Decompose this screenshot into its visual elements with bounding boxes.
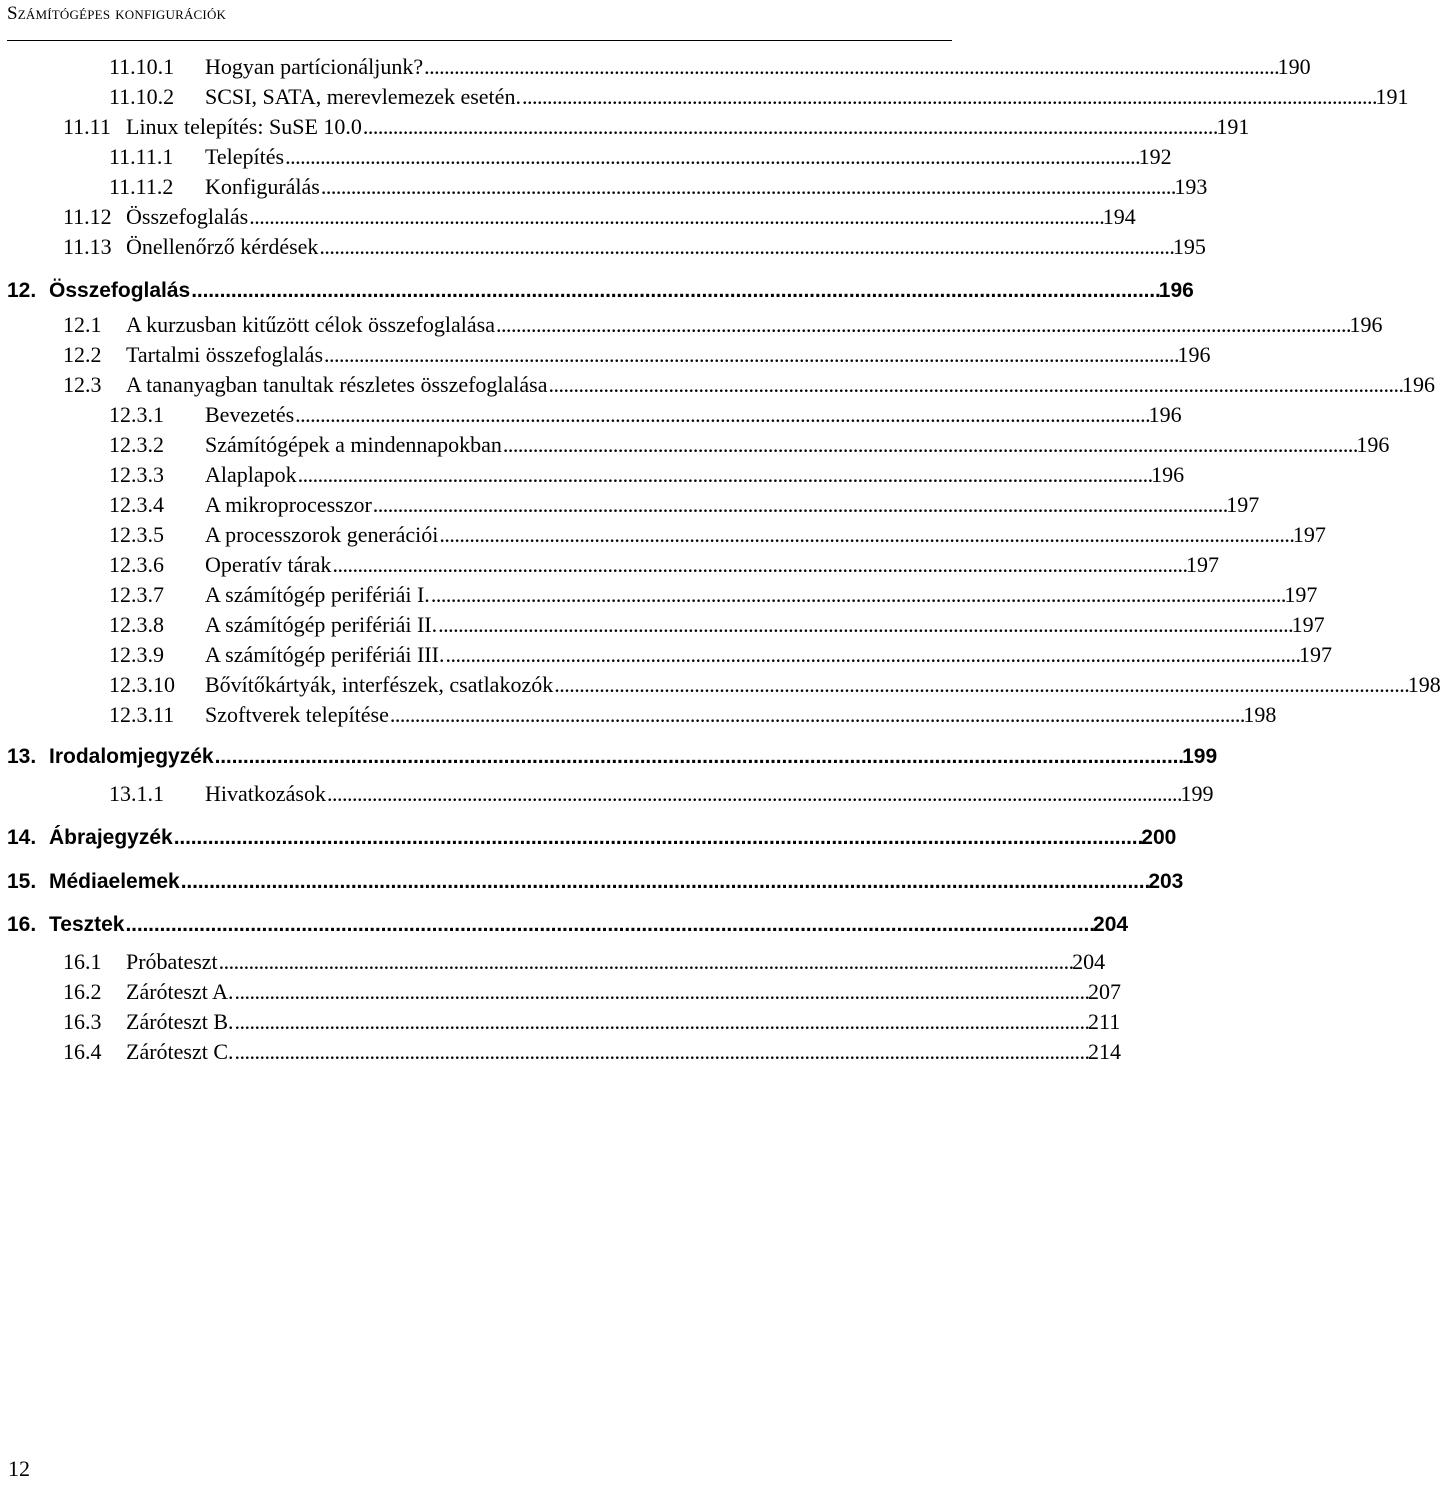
toc-chapter[interactable] <box>0 742 1218 772</box>
toc-entry[interactable] <box>0 142 1172 172</box>
toc-entry[interactable] <box>0 172 1208 202</box>
toc-entry-page: 196 <box>1356 432 1390 457</box>
toc-chapter-title: Médiaelemek <box>49 870 180 893</box>
toc-chapter-number: 15. <box>7 870 37 893</box>
toc-entry-title: Telepítés <box>205 144 285 169</box>
toc-entry-page: 196 <box>1151 462 1185 487</box>
toc-entry-page: 196 <box>1349 312 1383 337</box>
toc-entry-title: Konfigurálás <box>205 174 320 199</box>
toc-leader-dots <box>554 670 1407 700</box>
toc-entry-title: A kurzusban kitűzött célok összefoglalása <box>126 312 496 337</box>
toc-chapter-title: Összefoglalás <box>49 279 191 302</box>
toc-entry-page: 191 <box>1216 114 1250 139</box>
toc-entry-title: Hogyan partícionáljunk? <box>205 54 424 79</box>
toc-entry-number: 12.3.8 <box>109 612 164 637</box>
toc-entry-number: 12.3.9 <box>109 642 164 667</box>
toc-entry[interactable] <box>0 550 1219 580</box>
toc-chapter[interactable] <box>0 276 1194 306</box>
toc-entry-page: 190 <box>1277 54 1311 79</box>
toc-entry-number: 12.3.4 <box>109 492 164 517</box>
toc-entry[interactable] <box>0 430 1390 460</box>
toc-chapter[interactable] <box>0 823 1177 853</box>
toc-entry-number: 12.3.2 <box>109 432 164 457</box>
toc-chapter-title: Ábrajegyzék <box>49 826 173 849</box>
toc-leader-dots <box>125 910 1092 940</box>
toc-leader-dots <box>321 172 1174 202</box>
toc-entry-title: Bevezetés <box>205 402 295 427</box>
toc-entry-number: 12.3.11 <box>109 702 175 727</box>
toc-entry-title: Záróteszt C. <box>126 1039 234 1064</box>
toc-leader-dots <box>174 823 1141 853</box>
toc-entry-page: 197 <box>1226 492 1260 517</box>
toc-entry-page: 199 <box>1180 781 1214 806</box>
toc-entry[interactable] <box>0 202 1136 232</box>
toc-leader-dots <box>219 947 1072 977</box>
toc-entry-title: Számítógépek a mindennapokban <box>205 432 502 457</box>
toc-entry[interactable] <box>0 232 1206 262</box>
toc-leader-dots <box>390 700 1243 730</box>
toc-chapter-number: 12. <box>7 279 37 302</box>
toc-leader-dots <box>424 52 1277 82</box>
toc-entry-title: Linux telepítés: SuSE 10.0 <box>126 114 362 139</box>
toc-entry[interactable] <box>0 947 1106 977</box>
toc-entry-number: 16.1 <box>63 949 102 974</box>
toc-leader-dots <box>503 430 1356 460</box>
toc-entry-page: 196 <box>1148 402 1182 427</box>
toc-entry-number: 12.3.7 <box>109 582 164 607</box>
toc-chapter-page: 204 <box>1093 913 1129 936</box>
toc-entry-page: 211 <box>1088 1009 1121 1034</box>
toc-entry-title: Összefoglalás <box>126 204 249 229</box>
toc-chapter-page: 200 <box>1141 826 1177 849</box>
toc-chapter[interactable] <box>0 867 1184 897</box>
toc-entry-page: 196 <box>1402 372 1436 397</box>
toc-entry-page: 197 <box>1284 582 1318 607</box>
toc-entry[interactable] <box>0 670 1441 700</box>
toc-leader-dots <box>295 400 1148 430</box>
header-title: Számítógépes konfigurációk <box>7 3 227 24</box>
toc-entry-number: 12.3.1 <box>109 402 164 427</box>
toc-entry-page: 191 <box>1375 84 1409 109</box>
toc-entry-title: Záróteszt B. <box>126 1009 234 1034</box>
toc-entry-page: 196 <box>1177 342 1211 367</box>
toc-chapter-page: 199 <box>1182 745 1218 768</box>
toc-entry[interactable] <box>0 112 1250 142</box>
toc-entry-page: 197 <box>1298 642 1332 667</box>
toc-entry-number: 16.4 <box>63 1039 102 1064</box>
toc-entry-title: Önellenőrző kérdések <box>126 234 319 259</box>
toc-entry-number: 11.10.2 <box>109 84 175 109</box>
toc-leader-dots <box>298 460 1151 490</box>
toc-leader-dots <box>327 779 1180 809</box>
toc-entry[interactable] <box>0 977 1122 1007</box>
toc-entry[interactable] <box>0 700 1277 730</box>
toc-entry-title: A mikroprocesszor <box>205 492 372 517</box>
toc-entry-number: 13.1.1 <box>109 781 164 806</box>
toc-entry-title: Alaplapok <box>205 462 297 487</box>
toc-entry[interactable] <box>0 610 1325 640</box>
toc-entry[interactable] <box>0 310 1383 340</box>
toc-leader-dots <box>332 550 1185 580</box>
toc-leader-dots <box>324 340 1177 370</box>
toc-entry-page: 207 <box>1088 979 1122 1004</box>
toc-leader-dots <box>235 1007 1088 1037</box>
toc-leader-dots <box>181 867 1148 897</box>
toc-entry[interactable] <box>0 82 1409 112</box>
toc-entry-title: Operatív tárak <box>205 552 332 577</box>
toc-chapter-number: 13. <box>7 745 37 768</box>
toc-entry-number: 11.12 <box>63 204 112 229</box>
toc-entry-page: 192 <box>1138 144 1172 169</box>
toc-entry-title: Záróteszt A. <box>126 979 234 1004</box>
toc-entry-page: 198 <box>1243 702 1277 727</box>
toc-leader-dots <box>363 112 1216 142</box>
toc-chapter-page: 196 <box>1158 279 1194 302</box>
toc-entry-page: 204 <box>1072 949 1106 974</box>
toc-chapter-title: Irodalomjegyzék <box>49 745 214 768</box>
toc-entry-page: 197 <box>1185 552 1219 577</box>
toc-entry-number: 16.2 <box>63 979 102 1004</box>
toc-entry-page: 195 <box>1172 234 1206 259</box>
toc-leader-dots <box>438 610 1291 640</box>
toc-leader-dots <box>522 82 1375 112</box>
toc-entry-page: 193 <box>1174 174 1208 199</box>
toc-entry-number: 11.13 <box>63 234 112 259</box>
toc-entry[interactable] <box>0 779 1214 809</box>
toc-chapter-title: Tesztek <box>49 913 125 936</box>
toc-entry[interactable] <box>0 460 1185 490</box>
toc-entry[interactable] <box>0 370 1436 400</box>
toc-entry-number: 11.11.1 <box>109 144 174 169</box>
toc-entry-number: 12.2 <box>63 342 102 367</box>
toc-leader-dots <box>549 370 1402 400</box>
toc-entry[interactable] <box>0 490 1260 520</box>
toc-entry-title: Hivatkozások <box>205 781 326 806</box>
toc-entry-page: 197 <box>1291 612 1325 637</box>
toc-entry-title: Bővítőkártyák, interfészek, csatlakozók <box>205 672 554 697</box>
toc-entry-page: 197 <box>1292 522 1326 547</box>
toc-entry-number: 12.3.3 <box>109 462 164 487</box>
toc-entry-title: A számítógép perifériái III. <box>205 642 445 667</box>
toc-leader-dots <box>445 640 1298 670</box>
toc-leader-dots <box>215 742 1182 772</box>
toc-entry[interactable] <box>0 52 1311 82</box>
toc-entry-title: A számítógép perifériái II. <box>205 612 438 637</box>
toc-entry-number: 12.3.5 <box>109 522 164 547</box>
toc-leader-dots <box>191 276 1158 306</box>
toc-entry[interactable] <box>0 340 1211 370</box>
toc-entry-number: 16.3 <box>63 1009 102 1034</box>
toc-entry-title: SCSI, SATA, merevlemezek esetén. <box>205 84 521 109</box>
toc-entry-number: 11.11 <box>63 114 111 139</box>
toc-entry-number: 12.1 <box>63 312 102 337</box>
toc-entry[interactable] <box>0 1037 1122 1067</box>
toc-chapter-number: 14. <box>7 826 37 849</box>
toc-entry-number: 12.3 <box>63 372 102 397</box>
toc-entry-number: 12.3.10 <box>109 672 175 697</box>
toc-leader-dots <box>496 310 1349 340</box>
toc-entry-number: 11.11.2 <box>109 174 174 199</box>
toc-leader-dots <box>431 580 1284 610</box>
page-number: 12 <box>8 1456 30 1481</box>
toc-entry[interactable] <box>0 520 1326 550</box>
toc-leader-dots <box>235 1037 1088 1067</box>
toc-entry[interactable] <box>0 400 1182 430</box>
toc-entry[interactable] <box>0 640 1332 670</box>
toc-entry-title: A tananyagban tanultak részletes összefoglalása <box>126 372 548 397</box>
toc-entry-page: 198 <box>1407 672 1441 697</box>
toc-leader-dots <box>319 232 1172 262</box>
toc-entry-number: 12.3.6 <box>109 552 164 577</box>
toc-entry-page: 194 <box>1102 204 1136 229</box>
toc-entry-title: A processzorok generációi <box>205 522 439 547</box>
toc-leader-dots <box>249 202 1102 232</box>
toc-leader-dots <box>373 490 1226 520</box>
toc-entry-title: Tartalmi összefoglalás <box>126 342 324 367</box>
toc-entry-title: Próbateszt <box>126 949 218 974</box>
toc-leader-dots <box>235 977 1088 1007</box>
toc-entry-title: Szoftverek telepítése <box>205 702 389 727</box>
toc-entry-number: 11.10.1 <box>109 54 175 79</box>
toc-entry[interactable] <box>0 580 1318 610</box>
toc-chapter-number: 16. <box>7 913 37 936</box>
toc-entry-title: A számítógép perifériái I. <box>205 582 430 607</box>
toc-chapter-page: 203 <box>1148 870 1184 893</box>
toc-leader-dots <box>285 142 1138 172</box>
toc-entry[interactable] <box>0 1007 1121 1037</box>
toc-leader-dots <box>439 520 1292 550</box>
toc-entry-page: 214 <box>1088 1039 1122 1064</box>
toc-chapter[interactable] <box>0 910 1129 940</box>
